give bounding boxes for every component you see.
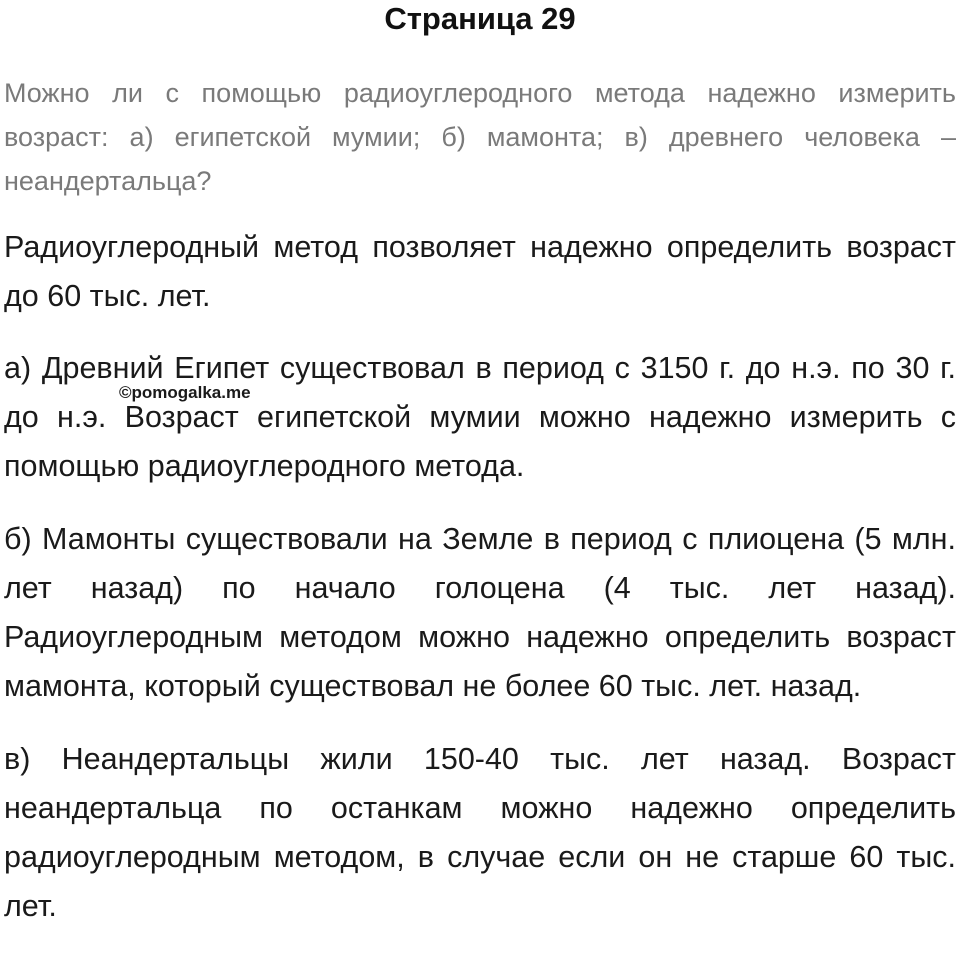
question-text: Можно ли с помощью радиоуглеродного метода надежно измерить возраст: а) египетской мумии; б) мамонта; в) древнего человека – неандертальца? <box>4 78 956 196</box>
answer-intro: Радиоуглеродный метод позволяет надежно определить возраст до 60 тыс. лет. <box>4 230 956 313</box>
answer-part-a: а) Древний Египет существовал в период с 3150 г. до н.э. по 30 г. до н.э. Возраст египетской мумии можно надежно измерить с помощью радиоуглеродного метода. <box>4 351 956 483</box>
answer-part-c: в) Неандертальцы жили 150-40 тыс. лет назад. Возраст неандертальца по останкам можно надежно определить радиоуглеродным методом, в случае если он не старше 60 тыс. лет. <box>4 742 956 923</box>
watermark-text: ©pomogalka.me <box>119 383 251 402</box>
page-title: Страница 29 <box>384 1 576 36</box>
answer-part-b: б) Мамонты существовали на Земле в период с плиоцена (5 млн. лет назад) по начало голоцена (4 тыс. лет назад). Радиоуглеродным методом можно надежно определить возраст мамонта, который существовал не более 60 тыс. лет. назад. <box>4 522 956 703</box>
